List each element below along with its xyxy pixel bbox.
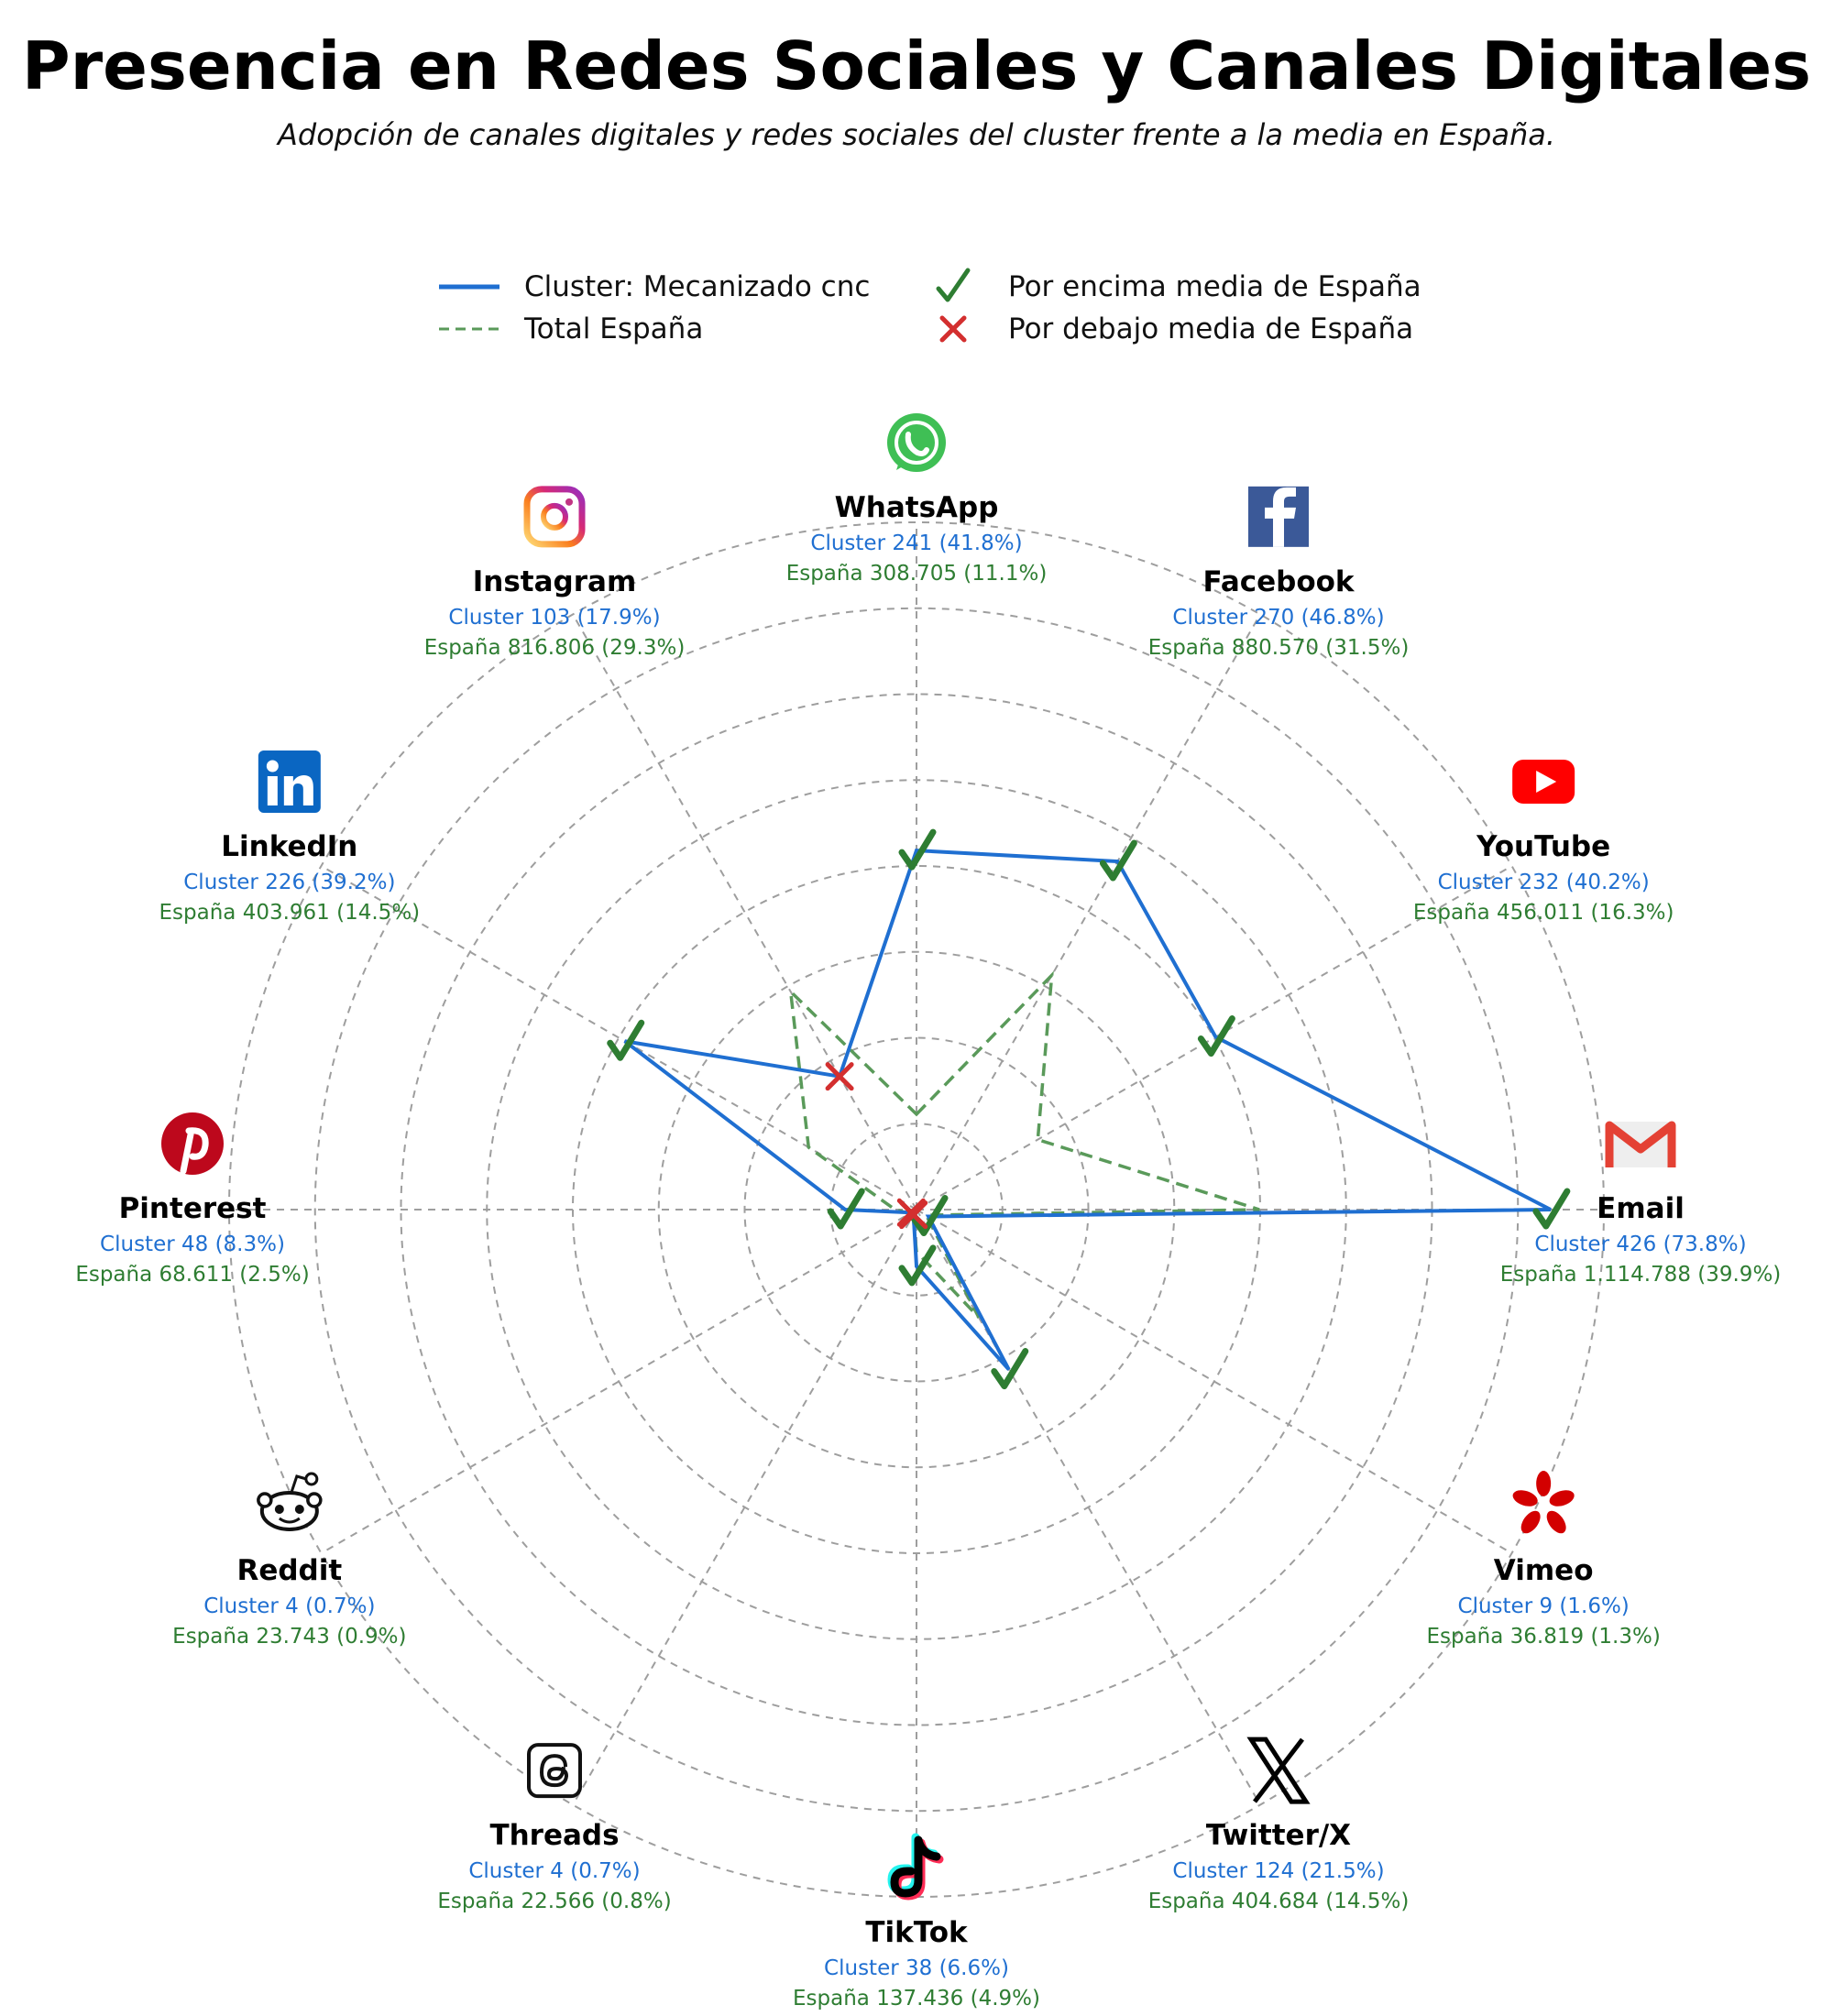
cluster-value-label: Cluster 270 (46.8%) bbox=[1172, 605, 1385, 630]
email-icon bbox=[1609, 1122, 1672, 1167]
cluster-value-label: Cluster 426 (73.8%) bbox=[1534, 1233, 1747, 1256]
axis-label-tiktok: TikTok bbox=[865, 1916, 968, 1949]
linkedin-icon bbox=[258, 751, 321, 813]
spain-value-label: España 404.684 (14.5%) bbox=[1147, 1890, 1410, 1914]
radar-labels bbox=[75, 413, 1781, 2011]
youtube-icon bbox=[1512, 760, 1575, 804]
chart-title: Presencia en Redes Sociales y Canales Digitales bbox=[21, 27, 1812, 104]
spain-value-label: España 308.705 (11.1%) bbox=[785, 562, 1048, 586]
axis-label-facebook: Facebook bbox=[1202, 564, 1355, 598]
spain-value-label: España 68.611 (2.5%) bbox=[75, 1263, 310, 1287]
axis-label-reddit: Reddit bbox=[236, 1554, 343, 1587]
grid-spoke bbox=[321, 1210, 916, 1553]
legend-label-above: Por encima media de España bbox=[1008, 270, 1421, 303]
axis-label-threads: Threads bbox=[489, 1819, 620, 1853]
axis-label-pinterest: Pinterest bbox=[118, 1192, 267, 1225]
threads-icon bbox=[529, 1745, 580, 1796]
pinterest-icon bbox=[161, 1112, 224, 1175]
chart-subtitle: Adopción de canales digitales y redes sociales del cluster frente a la media en España. bbox=[277, 117, 1555, 152]
instagram-icon bbox=[527, 489, 582, 544]
spain-value-label: España 1.114.788 (39.9%) bbox=[1499, 1263, 1782, 1287]
spain-value-label: España 456.011 (16.3%) bbox=[1412, 901, 1674, 925]
cluster-value-label: Cluster 232 (40.2%) bbox=[1437, 871, 1650, 894]
cluster-value-label: Cluster 226 (39.2%) bbox=[183, 871, 396, 894]
spain-value-label: España 137.436 (4.9%) bbox=[793, 1987, 1040, 2011]
spain-value-label: España 403.961 (14.5%) bbox=[159, 901, 421, 925]
reddit-icon bbox=[258, 1474, 321, 1529]
spain-value-label: España 880.570 (31.5%) bbox=[1147, 635, 1410, 660]
legend-label-spain: Total España bbox=[524, 312, 704, 345]
cluster-value-label: Cluster 241 (41.8%) bbox=[810, 531, 1023, 555]
axis-label-email: Email bbox=[1597, 1192, 1685, 1225]
axis-label-twitter-x: Twitter/X bbox=[1205, 1819, 1352, 1853]
vimeo-icon bbox=[1510, 1471, 1576, 1537]
axis-label-vimeo: Vimeo bbox=[1493, 1554, 1594, 1587]
legend-label-below: Por debajo media de España bbox=[1008, 312, 1414, 345]
axis-label-instagram: Instagram bbox=[472, 564, 637, 598]
cluster-value-label: Cluster 4 (0.7%) bbox=[468, 1859, 641, 1884]
cluster-value-label: Cluster 4 (0.7%) bbox=[203, 1594, 376, 1618]
facebook-icon bbox=[1248, 487, 1309, 547]
cluster-value-label: Cluster 38 (6.6%) bbox=[824, 1956, 1009, 1980]
grid-spoke bbox=[573, 614, 916, 1210]
legend-label-cluster: Cluster: Mecanizado cnc bbox=[524, 270, 871, 303]
spain-value-label: España 36.819 (1.3%) bbox=[1426, 1625, 1661, 1649]
spain-value-label: España 816.806 (29.3%) bbox=[423, 635, 686, 660]
grid-spoke bbox=[916, 614, 1260, 1210]
cluster-value-label: Cluster 124 (21.5%) bbox=[1172, 1859, 1385, 1884]
axis-label-linkedin: LinkedIn bbox=[221, 830, 358, 863]
cluster-value-label: Cluster 48 (8.3%) bbox=[100, 1233, 285, 1256]
axis-label-whatsapp: WhatsApp bbox=[834, 491, 999, 524]
whatsapp-icon bbox=[887, 413, 946, 472]
spain-value-label: España 23.743 (0.9%) bbox=[172, 1625, 407, 1649]
tiktok-icon bbox=[892, 1837, 939, 1896]
grid-spoke bbox=[573, 1210, 916, 1805]
cluster-value-label: Cluster 9 (1.6%) bbox=[1457, 1594, 1630, 1618]
axis-label-youtube: YouTube bbox=[1476, 830, 1611, 863]
spain-value-label: España 22.566 (0.8%) bbox=[437, 1890, 672, 1914]
twitter-x-icon bbox=[1251, 1739, 1306, 1802]
cluster-value-label: Cluster 103 (17.9%) bbox=[448, 605, 661, 630]
